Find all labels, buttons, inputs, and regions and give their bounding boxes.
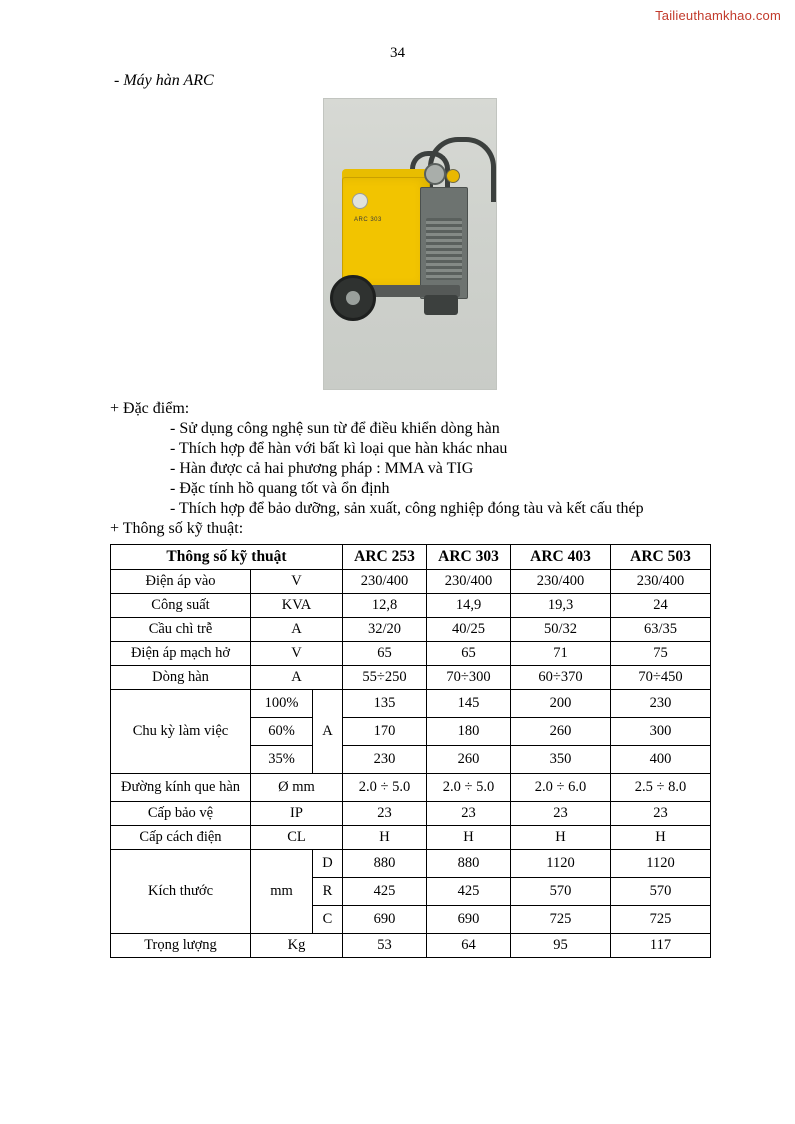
machine-wheel-icon xyxy=(330,275,376,321)
row-label: Cấp cách điện xyxy=(111,826,251,850)
row-unit: Kg xyxy=(251,934,343,958)
row-unit: A xyxy=(251,666,343,690)
row-value: 725 xyxy=(511,906,611,934)
row-value: 70÷300 xyxy=(427,666,511,690)
row-value: 23 xyxy=(511,802,611,826)
row-value: 24 xyxy=(611,594,711,618)
row-label: Dòng hàn xyxy=(111,666,251,690)
row-value: 55÷250 xyxy=(343,666,427,690)
page-number: 34 xyxy=(390,45,405,61)
duty-cycle-sub: 35% xyxy=(251,746,313,774)
duty-cycle-sub: 60% xyxy=(251,718,313,746)
row-value: 1120 xyxy=(511,850,611,878)
row-unit: mm xyxy=(251,850,313,934)
row-unit: IP xyxy=(251,802,343,826)
row-value: 2.5 ÷ 8.0 xyxy=(611,774,711,802)
row-value: 300 xyxy=(611,718,711,746)
row-unit: CL xyxy=(251,826,343,850)
row-label: Điện áp vào xyxy=(111,570,251,594)
row-value: 230/400 xyxy=(511,570,611,594)
row-value: 53 xyxy=(343,934,427,958)
row-value: H xyxy=(511,826,611,850)
row-label: Điện áp mạch hở xyxy=(111,642,251,666)
row-value: 135 xyxy=(343,690,427,718)
row-value: 2.0 ÷ 6.0 xyxy=(511,774,611,802)
row-value: 690 xyxy=(427,906,511,934)
row-value: 50/32 xyxy=(511,618,611,642)
feature-item: - Đặc tính hồ quang tốt và ổn định xyxy=(170,480,390,497)
machine-vent-grill xyxy=(426,218,462,280)
header-model: ARC 503 xyxy=(611,545,711,570)
row-value: 70÷450 xyxy=(611,666,711,690)
row-value: 75 xyxy=(611,642,711,666)
row-unit: Ø mm xyxy=(251,774,343,802)
duty-cycle-sub: 100% xyxy=(251,690,313,718)
row-value: 570 xyxy=(611,878,711,906)
table-row xyxy=(111,774,711,802)
row-unit: V xyxy=(251,642,343,666)
row-value: 230/400 xyxy=(427,570,511,594)
dimension-sub: D xyxy=(313,850,343,878)
row-unit: V xyxy=(251,570,343,594)
table-row xyxy=(111,826,711,850)
specs-title: + Thông số kỹ thuật: xyxy=(110,520,244,537)
machine-logo-icon xyxy=(352,193,368,209)
row-value: 40/25 xyxy=(427,618,511,642)
row-value: H xyxy=(427,826,511,850)
arc-welding-machine-photo xyxy=(323,98,497,390)
feature-item: - Hàn được cả hai phương pháp : MMA và TIG xyxy=(170,460,474,477)
row-value: 95 xyxy=(511,934,611,958)
row-value: 32/20 xyxy=(343,618,427,642)
table-header-row xyxy=(111,545,711,570)
row-value: 12,8 xyxy=(343,594,427,618)
row-value: 230 xyxy=(611,690,711,718)
feature-item: - Thích hợp để hàn với bất kì loại que hàn khác nhau xyxy=(170,440,508,457)
table-row-dimensions xyxy=(111,850,711,878)
feature-item: - Thích hợp để bảo dưỡng, sản xuất, công nghiệp đóng tàu và kết cấu thép xyxy=(170,500,644,517)
features-title: + Đặc điểm: xyxy=(110,400,190,417)
row-value: 425 xyxy=(343,878,427,906)
dimension-sub: C xyxy=(313,906,343,934)
row-value: 570 xyxy=(511,878,611,906)
page-content xyxy=(110,72,710,958)
row-value: 2.0 ÷ 5.0 xyxy=(427,774,511,802)
row-value: 260 xyxy=(427,746,511,774)
header-model: ARC 253 xyxy=(343,545,427,570)
watermark-text: Tailieuthamkhao.com xyxy=(655,8,781,23)
row-value: 65 xyxy=(427,642,511,666)
row-unit: A xyxy=(251,618,343,642)
table-row xyxy=(111,594,711,618)
row-unit: KVA xyxy=(251,594,343,618)
row-value: H xyxy=(611,826,711,850)
row-value: 230/400 xyxy=(611,570,711,594)
header-model: ARC 303 xyxy=(427,545,511,570)
row-value: 117 xyxy=(611,934,711,958)
row-value: 63/35 xyxy=(611,618,711,642)
row-value: 260 xyxy=(511,718,611,746)
row-value: 14,9 xyxy=(427,594,511,618)
machine-small-knob-icon xyxy=(446,169,460,183)
row-label: Đường kính que hàn xyxy=(111,774,251,802)
row-label: Trọng lượng xyxy=(111,934,251,958)
features-block xyxy=(110,400,710,538)
row-label: Chu kỳ làm việc xyxy=(111,690,251,774)
row-value: H xyxy=(343,826,427,850)
row-value: 19,3 xyxy=(511,594,611,618)
row-value: 23 xyxy=(343,802,427,826)
row-value: 725 xyxy=(611,906,711,934)
row-value: 170 xyxy=(343,718,427,746)
row-value: 23 xyxy=(427,802,511,826)
machine-model-label: ARC 303 xyxy=(354,217,382,223)
row-unit: A xyxy=(313,690,343,774)
row-value: 880 xyxy=(427,850,511,878)
row-value: 350 xyxy=(511,746,611,774)
header-model: ARC 403 xyxy=(511,545,611,570)
feature-item: - Sử dụng công nghệ sun từ để điều khiển dòng hàn xyxy=(170,420,500,437)
row-value: 200 xyxy=(511,690,611,718)
row-label: Kích thước xyxy=(111,850,251,934)
row-value: 880 xyxy=(343,850,427,878)
row-label: Công suất xyxy=(111,594,251,618)
table-row xyxy=(111,934,711,958)
row-value: 1120 xyxy=(611,850,711,878)
row-value: 65 xyxy=(343,642,427,666)
table-row xyxy=(111,666,711,690)
row-value: 71 xyxy=(511,642,611,666)
specifications-table xyxy=(110,544,711,958)
row-label: Cấp bảo vệ xyxy=(111,802,251,826)
row-value: 230 xyxy=(343,746,427,774)
table-row xyxy=(111,642,711,666)
row-value: 400 xyxy=(611,746,711,774)
row-value: 23 xyxy=(611,802,711,826)
row-value: 60÷370 xyxy=(511,666,611,690)
row-value: 64 xyxy=(427,934,511,958)
dimension-sub: R xyxy=(313,878,343,906)
row-value: 425 xyxy=(427,878,511,906)
row-value: 230/400 xyxy=(343,570,427,594)
machine-panel xyxy=(420,187,468,299)
section-heading: - Máy hàn ARC xyxy=(114,72,214,89)
header-parameter: Thông số kỹ thuật xyxy=(111,545,343,570)
table-row xyxy=(111,570,711,594)
row-label: Cầu chì trễ xyxy=(111,618,251,642)
table-row xyxy=(111,802,711,826)
row-value: 180 xyxy=(427,718,511,746)
machine-knob-icon xyxy=(424,163,446,185)
row-value: 2.0 ÷ 5.0 xyxy=(343,774,427,802)
table-row xyxy=(111,618,711,642)
row-value: 690 xyxy=(343,906,427,934)
row-value: 145 xyxy=(427,690,511,718)
machine-foot xyxy=(424,295,458,315)
table-row-duty-cycle xyxy=(111,690,711,718)
